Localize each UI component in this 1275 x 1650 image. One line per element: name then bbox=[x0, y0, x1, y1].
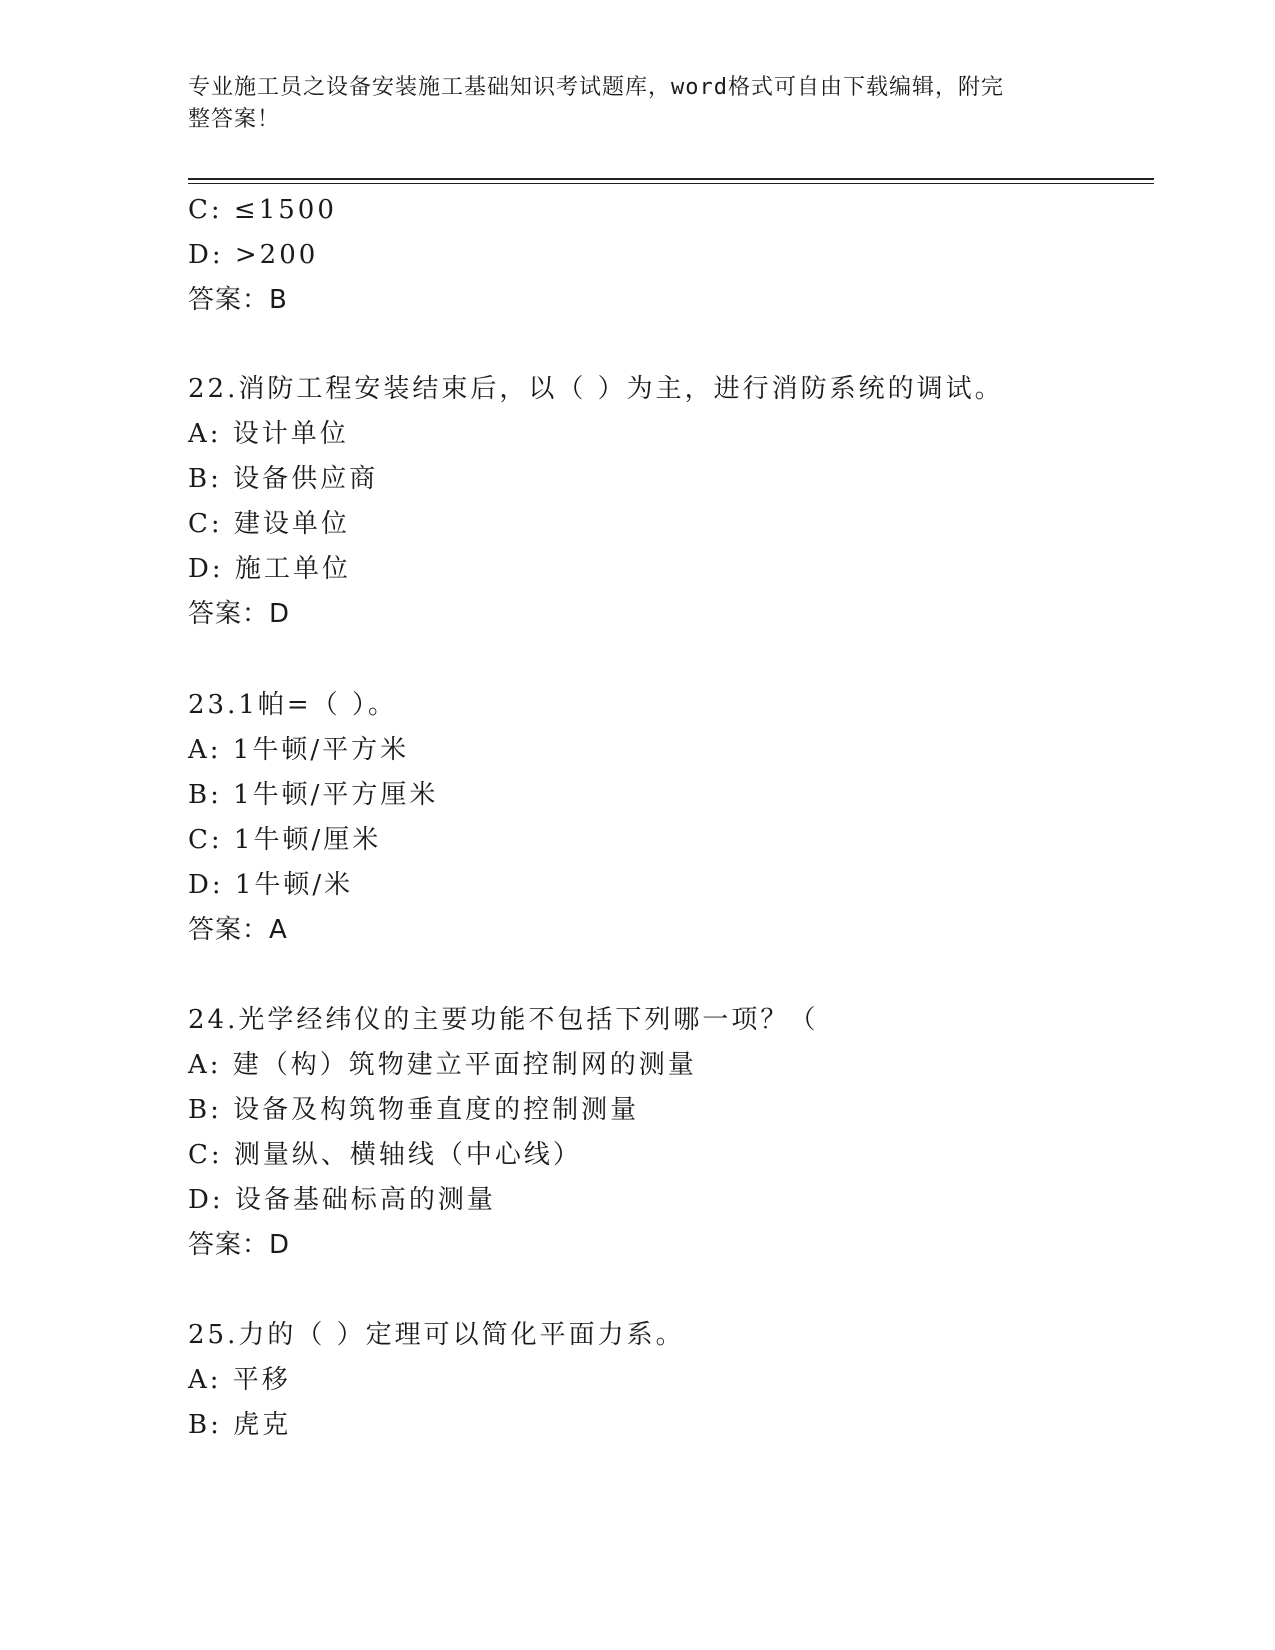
option-c: C: 1牛顿/厘米 bbox=[188, 825, 382, 855]
option-b: B: 设备供应商 bbox=[188, 464, 379, 494]
option-d: D: 设备基础标高的测量 bbox=[188, 1185, 496, 1215]
option-b: B: 虎克 bbox=[188, 1410, 292, 1440]
option-b: B: 设备及构筑物垂直度的控制测量 bbox=[188, 1095, 640, 1125]
header-line-1: 专业施工员之设备安装施工基础知识考试题库，word格式可自由下载编辑，附完 bbox=[188, 75, 1004, 100]
option-d: D: 1牛顿/米 bbox=[188, 870, 354, 900]
option-b: B: 1牛顿/平方厘米 bbox=[188, 780, 439, 810]
question-25: 25.力的（ ）定理可以简化平面力系。 bbox=[188, 1320, 685, 1350]
option-a: A: 平移 bbox=[188, 1365, 291, 1395]
answer: 答案：D bbox=[188, 1230, 291, 1260]
option-a: A: 设计单位 bbox=[188, 419, 349, 449]
header-divider-thin bbox=[188, 183, 1154, 184]
answer: 答案：A bbox=[188, 915, 288, 945]
option-d: D: >200 bbox=[188, 240, 319, 270]
option-a: A: 1牛顿/平方米 bbox=[188, 735, 410, 765]
option-c: C: 测量纵、横轴线（中心线） bbox=[188, 1140, 582, 1170]
question-23: 23.1帕=（ ）。 bbox=[188, 690, 397, 720]
option-a: A: 建（构）筑物建立平面控制网的测量 bbox=[188, 1050, 697, 1080]
question-24: 24.光学经纬仪的主要功能不包括下列哪一项？（ bbox=[188, 1005, 819, 1035]
question-22: 22.消防工程安装结束后，以（ ）为主，进行消防系统的调试。 bbox=[188, 374, 1004, 404]
document-header bbox=[188, 72, 1068, 136]
answer: 答案：B bbox=[188, 285, 288, 315]
answer: 答案：D bbox=[188, 599, 291, 629]
header-line-2: 整答案！ bbox=[188, 107, 281, 132]
option-c: C: 建设单位 bbox=[188, 509, 350, 539]
header-divider-thick bbox=[188, 178, 1154, 180]
option-d: D: 施工单位 bbox=[188, 554, 351, 584]
option-c: C: ≤1500 bbox=[188, 195, 337, 225]
